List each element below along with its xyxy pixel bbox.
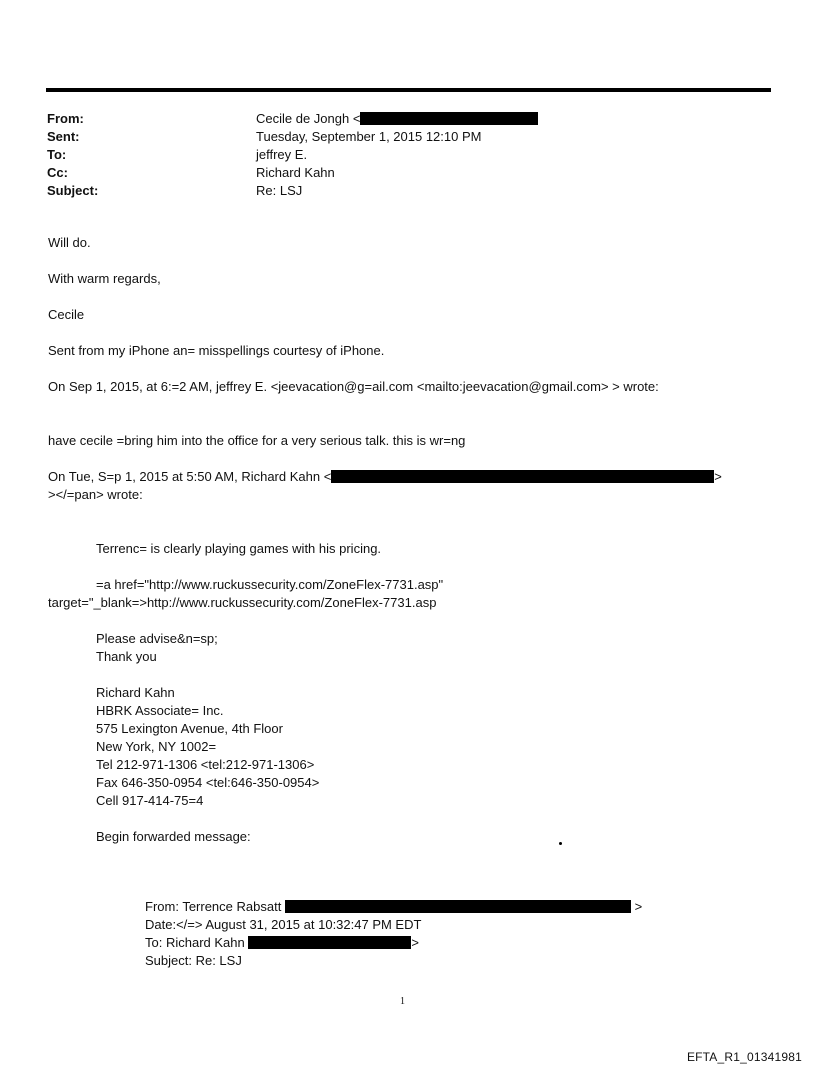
body-line-link-code: =a href="http://www.ruckussecurity.com/ZoneFlex-7731.asp": [96, 577, 444, 592]
cc-label: Cc:: [47, 165, 68, 180]
forward-to-text: To: Richard Kahn: [145, 935, 245, 950]
sent-row: [47, 128, 538, 146]
subject-value: Re: LSJ: [256, 183, 303, 198]
body-line-advise: Please advise&n=sp;: [96, 631, 218, 646]
forward-to-row: [145, 934, 642, 952]
body-line-signoff: Cecile: [48, 307, 85, 322]
signature-city: New York, NY 1002=: [96, 739, 217, 754]
redaction-box: [285, 900, 631, 913]
header-divider: [46, 88, 771, 92]
body-line-thanks: Thank you: [96, 649, 157, 664]
body-line-link-target: target="_blank=>http://www.ruckussecurity.com/ZoneFlex-7731.asp: [48, 595, 437, 610]
sent-label: Sent:: [47, 129, 80, 144]
forward-subject-row: Subject: Re: LSJ: [145, 953, 242, 968]
signature-tel: Tel 212-971-1306 <tel:212-971-1306>: [96, 757, 315, 772]
body-line-quote-intro: On Sep 1, 2015, at 6:=2 AM, jeffrey E. <jeevacation@g=ail.com <mailto:jeevacation@gmail.com> > wrote:: [48, 379, 659, 394]
signature-cell: Cell 917-414-75=4: [96, 793, 204, 808]
forwarded-header: [145, 898, 642, 970]
kahn-intro-end: >: [714, 469, 722, 484]
to-row: [47, 146, 538, 164]
forward-date-row: Date:</=> August 31, 2015 at 10:32:47 PM EDT: [145, 917, 422, 932]
cc-value: Richard Kahn: [256, 165, 335, 180]
page-number: 1: [400, 996, 405, 1007]
body-line-will-do: Will do.: [48, 235, 91, 250]
body-line-kahn-intro: [48, 468, 722, 486]
to-label: To:: [47, 147, 67, 162]
from-row: [47, 110, 538, 128]
body-line-regards: With warm regards,: [48, 271, 161, 286]
bates-number: EFTA_R1_01341981: [686, 1050, 802, 1064]
forward-from-text: From: Terrence Rabsatt: [145, 899, 282, 914]
forward-begin: Begin forwarded message:: [96, 829, 251, 844]
signature-block: [96, 684, 319, 810]
forward-from-end: >: [634, 899, 643, 914]
forward-to-end: >: [411, 935, 419, 950]
forward-from-row: [145, 898, 642, 916]
body-line-instruction: have cecile =bring him into the office for a very serious talk. this is wr=ng: [48, 433, 466, 448]
from-value: [256, 110, 538, 128]
subject-label: Subject:: [47, 183, 99, 198]
redaction-box: [248, 936, 411, 949]
to-value: jeffrey E.: [256, 147, 308, 162]
redaction-box: [360, 112, 538, 125]
stray-dot: [559, 842, 562, 845]
kahn-intro-text: On Tue, S=p 1, 2015 at 5:50 AM, Richard Kahn <: [48, 469, 332, 484]
signature-address: 575 Lexington Avenue, 4th Floor: [96, 721, 283, 736]
cc-row: [47, 164, 538, 182]
email-header: [47, 110, 538, 200]
sent-value: Tuesday, September 1, 2015 12:10 PM: [256, 129, 482, 144]
body-line-wrote: ></=pan> wrote:: [48, 487, 143, 502]
from-value-text: Cecile de Jongh <: [256, 111, 361, 126]
redaction-box: [331, 470, 714, 483]
signature-fax: Fax 646-350-0954 <tel:646-350-0954>: [96, 775, 320, 790]
signature-name: Richard Kahn: [96, 685, 175, 700]
signature-company: HBRK Associate= Inc.: [96, 703, 224, 718]
from-label: From:: [47, 111, 84, 126]
body-line-pricing: Terrenc= is clearly playing games with his pricing.: [96, 541, 382, 556]
body-line-iphone: Sent from my iPhone an= misspellings courtesy of iPhone.: [48, 343, 385, 358]
subject-row: [47, 182, 538, 200]
